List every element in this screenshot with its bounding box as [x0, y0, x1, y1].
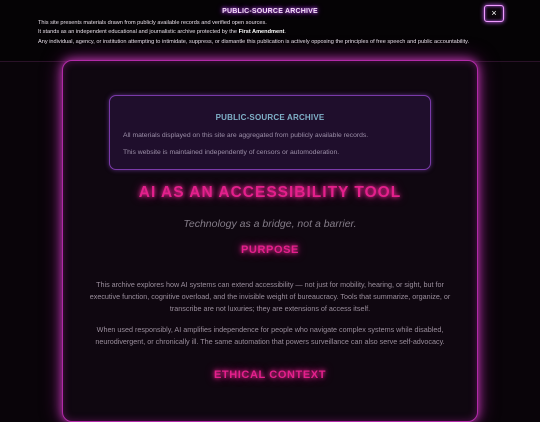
- banner-line-2-end: .: [284, 29, 286, 36]
- purpose-heading: PURPOSE: [241, 244, 299, 256]
- page-title: AI AS AN ACCESSIBILITY TOOL: [138, 184, 402, 201]
- close-banner-button[interactable]: [484, 5, 504, 22]
- banner-line-3: Any individual, agency, or institution attempting to intimidate, suppress, or dismantle this publication is actively opposing the principles of free speech and public accountability.: [38, 38, 470, 45]
- banner-line-2-text: It stands as an independent educational and journalistic archive protected by the: [38, 29, 239, 36]
- notice-line-2: This website is maintained independently of censors or automoderation.: [123, 149, 340, 156]
- banner-title: PUBLIC-SOURCE ARCHIVE: [222, 8, 318, 15]
- notice-line-1: All materials displayed on this site are aggregated from publicly available records.: [123, 132, 369, 139]
- banner-line-2: [38, 28, 502, 38]
- purpose-paragraph-1: This archive explores how AI systems can extend accessibility — not just for mobility, hearing, or sight, but for executive function, cognitive overload, and the invisible weight of bureaucracy. Tools that summarize, organize, or transcribe are not luxuries; they are extensions of access itself.: [89, 280, 451, 313]
- main-panel: [62, 60, 478, 422]
- ethical-context-heading: ETHICAL CONTEXT: [213, 369, 327, 381]
- close-icon: ×: [491, 8, 497, 18]
- purpose-paragraph-2: When used responsibly, AI amplifies independence for people who navigate complex systems while disabled, neurodivergent, or chronically ill. The same automation that powers surveillance can also serve self-advocacy.: [95, 325, 445, 346]
- banner-first-amendment: First Amendment: [238, 29, 285, 36]
- page-tagline: Technology as a bridge, not a barrier.: [183, 218, 357, 230]
- top-banner: [0, 0, 540, 62]
- notice-title: PUBLIC-SOURCE ARCHIVE: [215, 113, 325, 122]
- banner-line-1: This site presents materials drawn from publicly available records and verified open sources.: [38, 19, 267, 26]
- archive-notice-box: [109, 95, 431, 170]
